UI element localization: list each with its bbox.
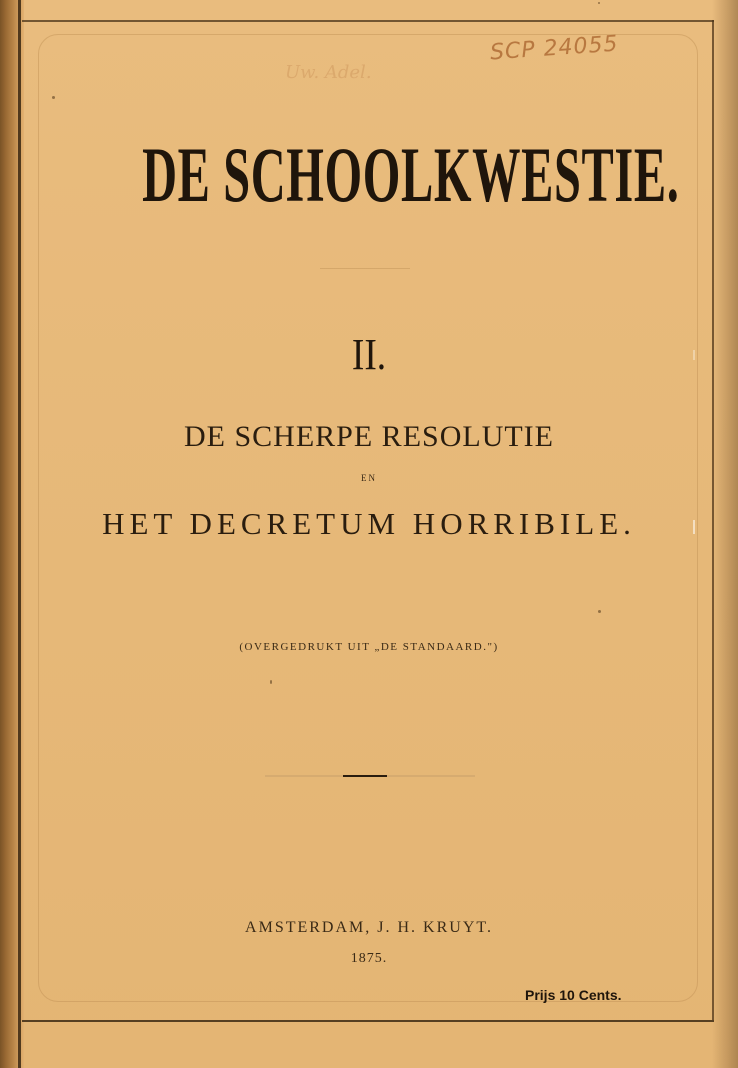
part-number: II. (351, 330, 387, 379)
paper-speck (52, 96, 55, 99)
subtitle-line-1: DE SCHERPE RESOLUTIE (183, 420, 554, 453)
publisher-line: AMSTERDAM, J. H. KRUYT. (245, 919, 493, 936)
conjunction: EN (361, 473, 377, 483)
price-label: Prijs 10 Cents. (525, 987, 622, 1003)
reprint-note: (OVERGEDRUKT UIT „DE STANDAARD.") (239, 641, 499, 653)
faint-rule (320, 268, 410, 269)
faint-handwritten-mark: Uw. Adel. (285, 62, 372, 83)
top-border-rule (22, 20, 714, 22)
divider-rule (343, 775, 387, 777)
publication-year: 1875. (350, 951, 388, 966)
paper-speck (598, 610, 601, 613)
paper-speck (270, 680, 272, 684)
paper-speck (598, 2, 600, 4)
edge-tick (693, 520, 695, 534)
archive-stamp-text: SCP 24055 (489, 31, 620, 66)
subtitle-line-2: HET DECRETUM HORRIBILE. (102, 506, 636, 541)
edge-tick (693, 350, 695, 360)
bottom-border-rule (22, 1020, 714, 1022)
main-title: DE SCHOOLKWESTIE. (142, 131, 680, 218)
archive-stamp (489, 31, 660, 76)
